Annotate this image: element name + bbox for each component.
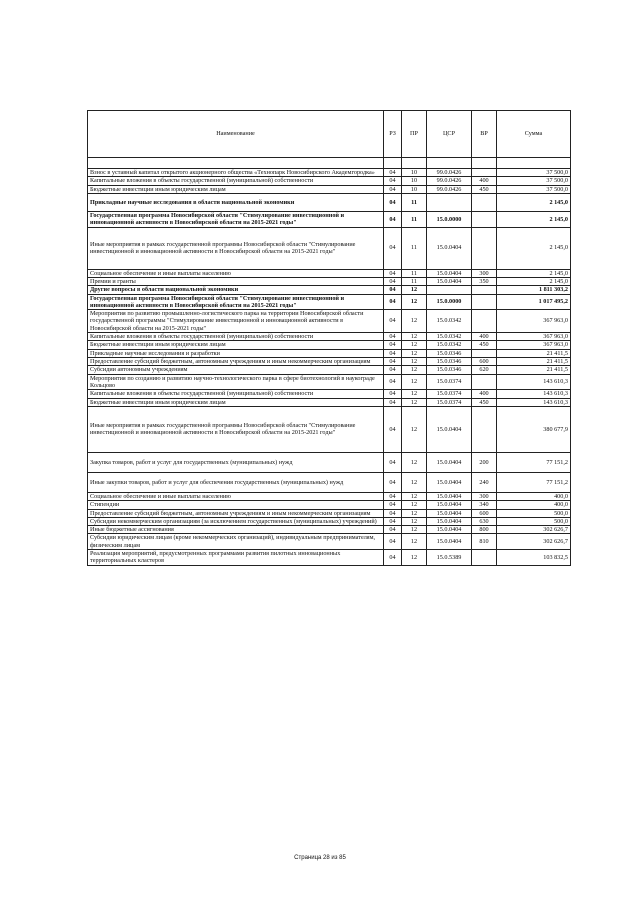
header-vr: ВР: [472, 111, 497, 158]
table-row: [88, 185, 571, 193]
cell-csr: 15.0.0342: [427, 333, 472, 341]
cell-name: Иные мероприятия в рамках государственной программы Новосибирской области "Стимулирование инвестиционной и инновационной активности в Новосибирской области на 2015-2021 годы": [88, 227, 384, 269]
table-row: [88, 193, 571, 211]
cell-pr: 10: [402, 185, 427, 193]
cell-pr: 11: [402, 277, 427, 285]
cell-rz: 04: [384, 169, 402, 177]
cell-rz: 04: [384, 390, 402, 398]
cell-vr: 300: [472, 269, 497, 277]
cell-vr: [472, 406, 497, 452]
header-pr: ПР: [402, 111, 427, 158]
cell-pr: 12: [402, 349, 427, 357]
cell-vr: [472, 374, 497, 390]
cell-name: Социальное обеспечение и иные выплаты населению: [88, 492, 384, 500]
empty-cell: [384, 158, 402, 169]
cell-name: Прикладные научные исследования и разработки: [88, 349, 384, 357]
empty-cell: [88, 158, 384, 169]
cell-vr: 620: [472, 366, 497, 374]
cell-sum: 37 500,0: [497, 185, 571, 193]
cell-sum: 400,0: [497, 501, 571, 509]
table-row: [88, 177, 571, 185]
cell-sum: 143 610,3: [497, 374, 571, 390]
cell-rz: 04: [384, 492, 402, 500]
cell-name: Мероприятия по созданию и развитию научно-технологического парка в сфере биотехнологий в наукограде Кольцово: [88, 374, 384, 390]
cell-sum: 1 811 303,2: [497, 286, 571, 294]
cell-vr: 600: [472, 509, 497, 517]
cell-pr: 12: [402, 501, 427, 509]
cell-sum: 380 677,9: [497, 406, 571, 452]
table-row: [88, 390, 571, 398]
budget-table: [87, 110, 571, 566]
cell-vr: [472, 349, 497, 357]
cell-pr: 12: [402, 472, 427, 492]
cell-name: Государственная программа Новосибирской области "Стимулирование инвестиционной и инновационной активности в Новосибирской области на 2015-2021 годы": [88, 211, 384, 227]
cell-csr: 15.0.0404: [427, 269, 472, 277]
cell-vr: 800: [472, 526, 497, 534]
cell-name: Субсидии автономным учреждениям: [88, 366, 384, 374]
cell-vr: [472, 211, 497, 227]
cell-vr: [472, 193, 497, 211]
cell-csr: 15.0.0346: [427, 366, 472, 374]
cell-sum: 143 610,3: [497, 390, 571, 398]
cell-rz: 04: [384, 177, 402, 185]
cell-vr: 810: [472, 534, 497, 550]
cell-pr: 12: [402, 526, 427, 534]
cell-vr: [472, 227, 497, 269]
cell-name: Капитальные вложения в объекты государственной (муниципальной) собственности: [88, 177, 384, 185]
cell-rz: 04: [384, 294, 402, 310]
cell-sum: 77 151,2: [497, 472, 571, 492]
cell-rz: 04: [384, 211, 402, 227]
cell-vr: 450: [472, 185, 497, 193]
table-row: [88, 211, 571, 227]
cell-sum: 21 411,5: [497, 349, 571, 357]
cell-rz: 04: [384, 333, 402, 341]
cell-pr: 12: [402, 492, 427, 500]
cell-pr: 12: [402, 333, 427, 341]
table-row: [88, 333, 571, 341]
cell-vr: 600: [472, 358, 497, 366]
cell-csr: [427, 286, 472, 294]
cell-rz: 04: [384, 517, 402, 525]
table-body: [88, 158, 571, 566]
cell-rz: 04: [384, 406, 402, 452]
cell-name: Предоставление субсидий бюджетным, автономным учреждениям и иным некоммерческим организациям: [88, 358, 384, 366]
cell-rz: 04: [384, 277, 402, 285]
table-row: [88, 286, 571, 294]
cell-vr: [472, 169, 497, 177]
cell-rz: 04: [384, 366, 402, 374]
cell-name: Прикладные научные исследования в области национальной экономики: [88, 193, 384, 211]
cell-sum: 302 626,7: [497, 534, 571, 550]
cell-pr: 12: [402, 550, 427, 566]
cell-vr: 340: [472, 501, 497, 509]
table-row: [88, 366, 571, 374]
cell-csr: 15.0.0404: [427, 492, 472, 500]
table-row: [88, 169, 571, 177]
cell-sum: 2 145,0: [497, 277, 571, 285]
cell-csr: 15.0.0374: [427, 374, 472, 390]
cell-rz: 04: [384, 550, 402, 566]
cell-rz: 04: [384, 398, 402, 406]
cell-pr: 12: [402, 517, 427, 525]
cell-sum: 2 145,0: [497, 227, 571, 269]
cell-csr: 15.0.0374: [427, 398, 472, 406]
table-row: [88, 509, 571, 517]
cell-name: Иные бюджетные ассигнования: [88, 526, 384, 534]
empty-cell: [497, 158, 571, 169]
cell-csr: 15.0.0000: [427, 211, 472, 227]
cell-rz: 04: [384, 509, 402, 517]
cell-rz: 04: [384, 310, 402, 333]
cell-vr: 200: [472, 452, 497, 472]
table-row: [88, 452, 571, 472]
cell-pr: 11: [402, 269, 427, 277]
cell-sum: 103 832,5: [497, 550, 571, 566]
cell-name: Социальное обеспечение и иные выплаты населению: [88, 269, 384, 277]
cell-csr: 15.0.0404: [427, 509, 472, 517]
cell-rz: 04: [384, 501, 402, 509]
cell-rz: 04: [384, 534, 402, 550]
table-row: [88, 227, 571, 269]
table-row: [88, 374, 571, 390]
cell-name: Государственная программа Новосибирской области "Стимулирование инвестиционной и инновационной активности в Новосибирской области на 2015-2021 годы": [88, 294, 384, 310]
cell-name: Премии и гранты: [88, 277, 384, 285]
cell-rz: 04: [384, 269, 402, 277]
cell-pr: 12: [402, 390, 427, 398]
cell-name: Закупка товаров, работ и услуг для государственных (муниципальных) нужд: [88, 452, 384, 472]
cell-name: Предоставление субсидий бюджетным, автономным учреждениям и иным некоммерческим организациям: [88, 509, 384, 517]
empty-cell: [427, 158, 472, 169]
cell-rz: 04: [384, 358, 402, 366]
cell-sum: 500,0: [497, 509, 571, 517]
table-row: [88, 398, 571, 406]
cell-pr: 12: [402, 366, 427, 374]
cell-rz: 04: [384, 227, 402, 269]
cell-vr: 400: [472, 333, 497, 341]
cell-name: Иные мероприятия в рамках государственной программы Новосибирской области "Стимулирование инвестиционной и инновационной активности в Новосибирской области на 2015-2021 годы": [88, 406, 384, 452]
table-row: [88, 277, 571, 285]
table-row: [88, 534, 571, 550]
table-row: [88, 310, 571, 333]
cell-sum: 37 500,0: [497, 177, 571, 185]
cell-pr: 11: [402, 193, 427, 211]
cell-pr: 10: [402, 169, 427, 177]
cell-name: Субсидии юридическим лицам (кроме некоммерческих организаций), индивидуальным предпринимателям, физическим лицам: [88, 534, 384, 550]
table-row: [88, 406, 571, 452]
cell-csr: 15.0.0404: [427, 526, 472, 534]
cell-csr: 15.0.0404: [427, 277, 472, 285]
cell-csr: 15.0.0346: [427, 349, 472, 357]
cell-name: Взнос в уставный капитал открытого акционерного общества «Технопарк Новосибирского Академгородка»: [88, 169, 384, 177]
cell-vr: 450: [472, 398, 497, 406]
table-row: [88, 269, 571, 277]
cell-vr: [472, 294, 497, 310]
cell-csr: 15.0.0404: [427, 501, 472, 509]
cell-rz: 04: [384, 341, 402, 349]
cell-sum: 2 145,0: [497, 193, 571, 211]
cell-sum: 302 626,7: [497, 526, 571, 534]
cell-sum: 1 017 495,2: [497, 294, 571, 310]
cell-name: Субсидии некоммерческим организациям (за исключением государственных (муниципальных) учреждений): [88, 517, 384, 525]
cell-sum: 77 151,2: [497, 452, 571, 472]
cell-vr: 300: [472, 492, 497, 500]
cell-pr: 12: [402, 534, 427, 550]
cell-vr: 400: [472, 177, 497, 185]
cell-csr: 15.0.0404: [427, 534, 472, 550]
header-name: Наименование: [88, 111, 384, 158]
cell-vr: 350: [472, 277, 497, 285]
cell-vr: [472, 550, 497, 566]
cell-pr: 11: [402, 211, 427, 227]
cell-pr: 12: [402, 341, 427, 349]
cell-name: Иные закупки товаров, работ и услуг для обеспечения государственных (муниципальных) нужд: [88, 472, 384, 492]
table-row: [88, 472, 571, 492]
cell-csr: 15.0.0342: [427, 310, 472, 333]
cell-sum: 400,0: [497, 492, 571, 500]
cell-pr: 12: [402, 509, 427, 517]
cell-csr: 15.0.0404: [427, 472, 472, 492]
cell-sum: 367 963,0: [497, 333, 571, 341]
cell-name: Капитальные вложения в объекты государственной (муниципальной) собственности: [88, 333, 384, 341]
cell-csr: 99.0.0426: [427, 185, 472, 193]
table-row: [88, 492, 571, 500]
cell-csr: 15.0.0404: [427, 227, 472, 269]
table-row: [88, 349, 571, 357]
page-footer: Страница 28 из 85: [294, 855, 346, 861]
table-row: [88, 526, 571, 534]
cell-pr: 12: [402, 406, 427, 452]
header-csr: ЦСР: [427, 111, 472, 158]
cell-pr: 12: [402, 398, 427, 406]
cell-csr: 99.0.0426: [427, 177, 472, 185]
cell-sum: 21 411,5: [497, 358, 571, 366]
cell-sum: 500,0: [497, 517, 571, 525]
table-row: [88, 517, 571, 525]
cell-name: Стипендии: [88, 501, 384, 509]
cell-csr: 15.0.0000: [427, 294, 472, 310]
cell-name: Бюджетные инвестиции иным юридическим лицам: [88, 341, 384, 349]
table-header-row: [88, 111, 571, 158]
cell-csr: 15.0.0404: [427, 406, 472, 452]
cell-sum: 367 963,0: [497, 341, 571, 349]
cell-pr: 12: [402, 294, 427, 310]
cell-vr: [472, 310, 497, 333]
cell-pr: 12: [402, 358, 427, 366]
cell-csr: 15.0.0342: [427, 341, 472, 349]
cell-sum: 367 963,0: [497, 310, 571, 333]
cell-pr: 12: [402, 310, 427, 333]
cell-pr: 12: [402, 374, 427, 390]
table-row: [88, 501, 571, 509]
empty-cell: [402, 158, 427, 169]
cell-rz: 04: [384, 349, 402, 357]
cell-sum: 2 145,0: [497, 269, 571, 277]
table-row: [88, 341, 571, 349]
cell-vr: [472, 286, 497, 294]
cell-sum: 2 145,0: [497, 211, 571, 227]
cell-csr: 99.0.0426: [427, 169, 472, 177]
cell-rz: 04: [384, 286, 402, 294]
cell-vr: 240: [472, 472, 497, 492]
cell-pr: 10: [402, 177, 427, 185]
cell-name: Другие вопросы в области национальной экономики: [88, 286, 384, 294]
cell-sum: 21 411,5: [497, 366, 571, 374]
cell-pr: 12: [402, 452, 427, 472]
cell-rz: 04: [384, 472, 402, 492]
table-row: [88, 550, 571, 566]
table-row: [88, 358, 571, 366]
cell-csr: 15.0.0374: [427, 390, 472, 398]
header-sum: Сумма: [497, 111, 571, 158]
cell-name: Капитальные вложения в объекты государственной (муниципальной) собственности: [88, 390, 384, 398]
cell-csr: 15.0.0404: [427, 452, 472, 472]
header-rz: РЗ: [384, 111, 402, 158]
cell-csr: [427, 193, 472, 211]
cell-csr: 15.0.0346: [427, 358, 472, 366]
table-row: [88, 158, 571, 169]
cell-csr: 15.0.5389: [427, 550, 472, 566]
empty-cell: [472, 158, 497, 169]
cell-name: Реализация мероприятий, предусмотренных программами развития пилотных инновационных территориальных кластеров: [88, 550, 384, 566]
cell-sum: 37 500,0: [497, 169, 571, 177]
cell-rz: 04: [384, 452, 402, 472]
table-row: [88, 294, 571, 310]
cell-sum: 143 610,3: [497, 398, 571, 406]
cell-pr: 12: [402, 286, 427, 294]
cell-vr: 450: [472, 341, 497, 349]
cell-name: Бюджетные инвестиции иным юридическим лицам: [88, 185, 384, 193]
cell-rz: 04: [384, 185, 402, 193]
cell-pr: 11: [402, 227, 427, 269]
cell-rz: 04: [384, 193, 402, 211]
cell-vr: 630: [472, 517, 497, 525]
cell-name: Мероприятия по развитию промышленно-логистического парка на территории Новосибирской области государственной программы "Стимулирование инвестиционной и инновационной активности в Новосибирской области на 2015-2021 годы": [88, 310, 384, 333]
cell-rz: 04: [384, 526, 402, 534]
cell-name: Бюджетные инвестиции иным юридическим лицам: [88, 398, 384, 406]
cell-vr: 400: [472, 390, 497, 398]
cell-rz: 04: [384, 374, 402, 390]
cell-csr: 15.0.0404: [427, 517, 472, 525]
